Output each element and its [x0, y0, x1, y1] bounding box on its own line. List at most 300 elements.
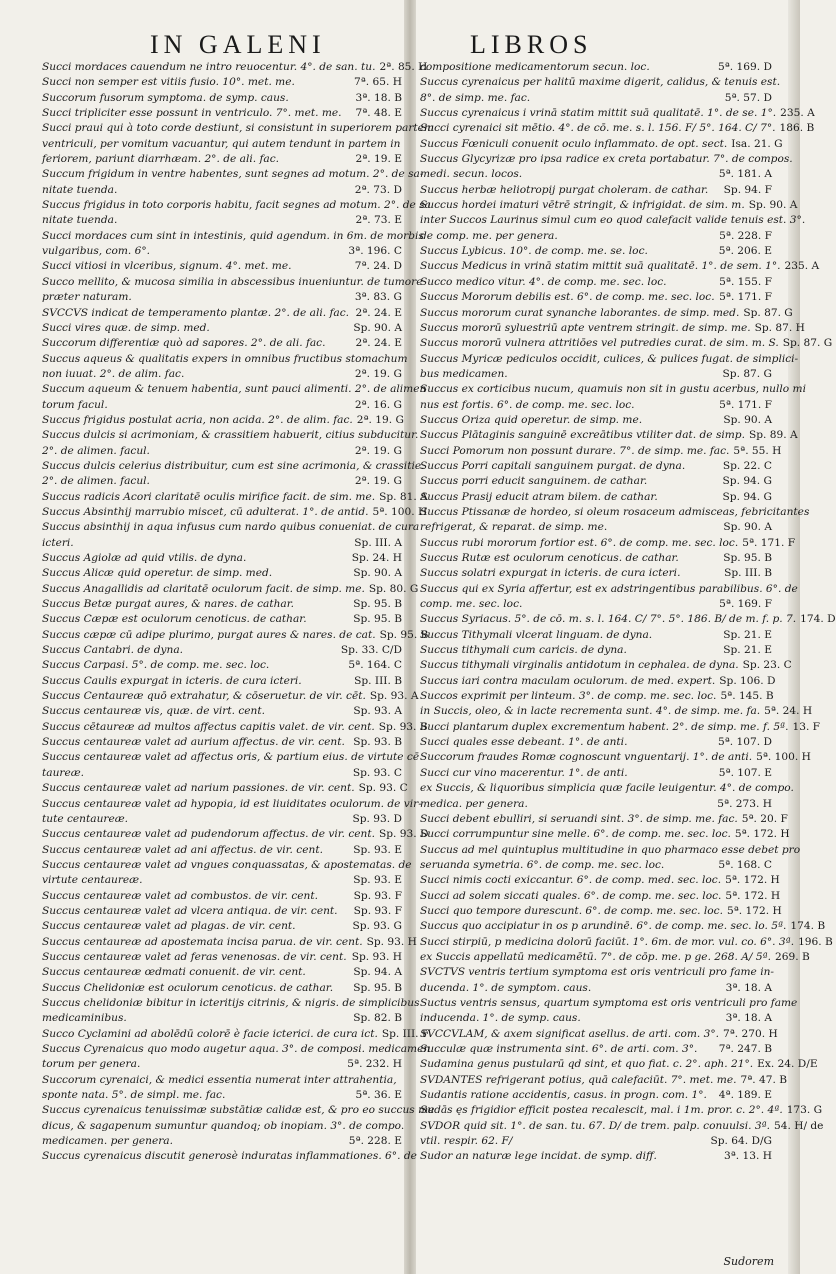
entry-text: Succi non semper est vitiis fusio. 10°. met. me. — [42, 76, 295, 89]
entry-reference — [400, 137, 404, 152]
entry-reference: 5ª. 100. H — [756, 751, 811, 764]
entry-text: nitate tuenda. — [42, 183, 118, 196]
entry-text: Succus Oriza quid operetur. de simp. me. — [420, 413, 643, 426]
entry-text: SVCCVLAM, & axem significat asellus. de arti. com. 3°. — [420, 1027, 720, 1040]
index-entry — [420, 551, 772, 566]
entry-text: nitate tuenda. — [42, 214, 118, 227]
index-entry — [42, 167, 424, 182]
entry-reference — [404, 1119, 408, 1134]
index-entry — [420, 1088, 772, 1103]
index-entry — [42, 198, 431, 213]
entry-reference: 186. B — [779, 122, 815, 135]
index-entry — [420, 336, 833, 351]
entry-text: Succi cyrenaici sit mētio. 4°. de cō. me. s. l. 156. F/ 5°. 164. C/ 7°. — [420, 122, 776, 135]
entry-text: Succus Porri capitali sanguinem purgat. de dyna. — [420, 459, 686, 472]
entry-reference: Sp. 22. C — [722, 459, 772, 472]
index-entry — [420, 428, 798, 443]
entry-text: Succus Lybicus. 10°. de comp. me. se. loc. — [420, 245, 648, 258]
entry-reference: 173. G — [786, 1104, 823, 1117]
index-entry — [42, 996, 420, 1011]
index-entry — [420, 797, 772, 812]
index-entry — [42, 873, 402, 888]
entry-text: ventriculi, per vomitum vacuantur, qui autem tendunt in partem in — [42, 137, 401, 150]
entry-reference: Sp. 87. G — [722, 367, 772, 380]
entry-reference: 2ª. 85. H — [379, 61, 428, 73]
right-index-column — [420, 60, 836, 1165]
index-entry — [420, 306, 793, 321]
index-entry — [420, 1103, 823, 1118]
entry-reference: 5ª. 55. H — [733, 444, 782, 457]
entry-reference: Sp. 93. A — [369, 690, 419, 703]
index-entry — [420, 290, 772, 305]
index-entry — [42, 183, 402, 198]
entry-text: Succus Cantabri. de dyna. — [42, 644, 184, 657]
index-entry — [420, 198, 798, 213]
entry-text: bus medicamen. — [420, 367, 508, 380]
entry-reference: Sp. 81. A — [379, 490, 428, 503]
entry-text: Succus Cyrenaicus quo modo augetur aqua. 3°. de composi. medicamen — [42, 1043, 431, 1055]
entry-reference: Sp. 89. A — [748, 429, 798, 442]
entry-reference — [800, 843, 804, 858]
entry-text: Succus solatri expurgat in icteris. de cura icteri. — [420, 567, 681, 580]
entry-text: Succus absinthij in aqua infusus cum nardo quibus conueniat. de cura — [42, 521, 420, 534]
entry-reference: Sp. 94. F — [723, 183, 772, 196]
entry-text: SVDOR quid sit. 1°. de san. tu. 67. D/ de trem. palp. conuulsi. 3ª. — [420, 1119, 771, 1132]
entry-text: Succus centaureæ valet ad ani affectus. de vir. cent. — [42, 843, 323, 856]
entry-text: de comp. me. per genera. — [420, 229, 558, 242]
entry-text: Succus ex corticibus nucum, quamuis non sit in gustu acerbus, nullo mi — [420, 383, 806, 396]
index-entry — [420, 919, 826, 934]
entry-text: Succus Plātaginis sanguinē excreātibus vtiliter dat. de simp. — [420, 429, 745, 442]
entry-reference: 2ª. 24. E — [355, 337, 402, 350]
index-entry — [42, 1042, 431, 1057]
index-entry — [42, 75, 402, 90]
index-entry — [420, 643, 772, 658]
entry-text: Succorum fusorum symptoma. de symp. caus. — [42, 91, 289, 104]
entry-reference: 3ª. 13. H — [724, 1150, 772, 1163]
entry-reference: 174. B — [790, 920, 826, 933]
entry-text: Succus cyrenaicus per halitū maxime digerit, calidus, & tenuis est. — [420, 76, 781, 89]
entry-text: Succi vires quæ. de simp. med. — [42, 321, 210, 334]
entry-text: Succus centaureæ valet ad pudendorum affectus. de vir. cent. — [42, 828, 375, 841]
entry-text: ducenda. 1°. de symptom. caus. — [420, 981, 592, 994]
index-entry — [42, 121, 434, 136]
entry-text: Succus Glycyrizæ pro ipsa radice ex creta portabatur. 7°. de compos. — [420, 153, 793, 166]
entry-text: sponte nata. 5°. de simpl. me. fac. — [42, 1089, 226, 1102]
index-entry — [420, 183, 772, 198]
entry-text: Succi vitiosi in vlceribus, signum. 4°. met. me. — [42, 260, 292, 273]
entry-text: Succus centaureæ valet ad vlcera antiqua. de vir. cent. — [42, 904, 338, 917]
index-entry — [420, 658, 792, 673]
entry-text: Succus Rutæ est oculorum cenoticus. de cathar. — [420, 552, 679, 564]
entry-reference: 5ª. 228. F — [719, 229, 772, 242]
entry-reference: 269. B — [775, 950, 810, 963]
entry-text: Succus Fœniculi conuenit oculo inflammato. de opt. sect. — [420, 137, 728, 150]
index-entry — [42, 858, 412, 873]
index-entry — [420, 1042, 772, 1057]
entry-reference: Sp. 87. G — [782, 337, 833, 350]
entry-text: Succorum cyrenaici, & medici essentia numerat inter attrahentia, — [42, 1073, 397, 1086]
index-entry — [420, 612, 836, 627]
index-entry — [420, 950, 810, 965]
index-entry — [420, 996, 798, 1011]
entry-reference — [798, 352, 802, 367]
index-entry — [420, 321, 805, 336]
entry-text: Succus hordei imaturi vētrē stringit, & infrigidat. de sim. m. — [420, 199, 745, 212]
entry-reference: Sp. 87. G — [743, 306, 793, 319]
index-entry — [420, 935, 833, 950]
index-entry — [42, 689, 419, 704]
entry-text: Succus mororū vulnera attritiōes vel putredies curat. de sim. m. S. — [420, 337, 779, 350]
entry-reference: 2ª. 19. E — [355, 153, 402, 166]
entry-text: Succus tithymali virginalis antidotum in cephalea. de dyna. — [420, 659, 739, 672]
entry-text: Succus Tithymali vlcerat linguam. de dyna. — [420, 628, 653, 641]
index-entry — [42, 474, 402, 489]
entry-text: Succum aqueum & tenuem habentia, sunt pauci alimenti. 2°. de alimen — [42, 383, 427, 396]
entry-reference: 3ª. 18. B — [355, 91, 402, 104]
index-entry — [420, 750, 811, 765]
entry-text: Succus herbæ heliotropij purgat choleram. de cathar. — [420, 183, 709, 196]
entry-text: compositione medicamentorum secun. loc. — [420, 61, 650, 73]
index-entry — [42, 152, 402, 167]
index-entry — [42, 60, 428, 75]
entry-reference: Sp. 93. C — [358, 782, 408, 795]
entry-text: feriorem, pariunt diarrhæam. 2°. de ali. fac. — [42, 153, 279, 166]
index-entry — [420, 474, 772, 489]
index-entry — [420, 352, 799, 367]
index-entry — [420, 505, 810, 520]
entry-text: Succus centaureæ vis, quæ. de virt. cent. — [42, 705, 265, 718]
entry-reference — [805, 213, 809, 228]
entry-text: Succi plantarum duplex excrementum habent. 2°. de simp. me. f. 5ª. — [420, 720, 789, 733]
index-entry — [420, 582, 798, 597]
index-entry — [42, 843, 402, 858]
entry-text: Succus Anagallidis ad claritatē oculorum facit. de simp. me. — [42, 582, 365, 595]
entry-reference: 5ª. 107. D — [718, 736, 772, 749]
entry-text: Succulæ quæ instrumenta sint. 6°. de arti. com. 3°. — [420, 1043, 698, 1055]
entry-reference: Sp. 21. E — [723, 628, 772, 641]
entry-reference: 5ª. 100. H — [372, 505, 428, 518]
entry-text: Succus centaureæ valet ad narium passiones. de vir. cent. — [42, 782, 355, 795]
entry-text: Succus radicis Acori claritatē oculis mirifice facit. de sim. me. — [42, 490, 376, 503]
entry-reference: 235. A — [784, 260, 820, 273]
entry-text: Succum frigidum in ventre habentes, sunt segnes ad motum. 2°. de sa- — [42, 168, 424, 181]
entry-reference: 3ª. 196. C — [348, 245, 402, 258]
entry-reference: Sp. 95. B — [379, 628, 429, 641]
entry-reference: 5ª. 171. F — [719, 398, 772, 411]
entry-reference: Sp. 90. A — [723, 413, 772, 426]
index-entry — [420, 904, 782, 919]
index-entry — [42, 1103, 435, 1118]
index-entry — [42, 290, 402, 305]
entry-reference: Sp. 93. E — [353, 874, 402, 887]
entry-text: ex Succis appellatū medicamētū. 7°. de cōp. me. p ge. 268. A/ 5ª. — [420, 950, 771, 963]
entry-text: Succus tithymali cum caricis. de dyna. — [420, 644, 627, 657]
entry-reference: 5ª. 24. H — [764, 705, 813, 718]
entry-reference: Sp. 94. A — [353, 966, 402, 979]
entry-reference: Sp. 93. H — [366, 935, 417, 948]
entry-reference: Sp. 82. B — [353, 1012, 402, 1025]
entry-reference: Sp. 93. A — [353, 705, 402, 718]
entry-text: virtute centaureæ. — [42, 874, 143, 887]
entry-reference: 2ª. 24. E — [355, 306, 402, 319]
index-entry — [420, 1134, 772, 1149]
entry-text: Succi debent ebulliri, si seruandi sint. 3°. de simp. me. fac. — [420, 812, 738, 825]
entry-reference: 5ª. 172. H — [725, 889, 781, 902]
entry-text: Succus centaureæ valet ad vngues conquassatas, & apostematas. de — [42, 858, 412, 871]
entry-reference: 7ª. 48. E — [355, 107, 402, 120]
entry-reference: 5ª. 172. H — [734, 828, 790, 841]
index-entry — [420, 520, 772, 535]
entry-text: in Succis, oleo, & in lacte recrementa sunt. 4°. de simp. me. fa. — [420, 705, 761, 718]
entry-reference: 3ª. 83. G — [354, 291, 402, 304]
index-entry — [420, 536, 796, 551]
entry-reference: 54. H/ de — [774, 1119, 824, 1132]
entry-reference: Sp. 93. E — [353, 843, 402, 856]
entry-text: Succo mellito, & mucosa similia in abscessibus inueniuntur. de tumore — [42, 275, 423, 288]
index-entry — [420, 490, 772, 505]
index-entry — [42, 137, 402, 152]
entry-reference: 5ª. 171. F — [742, 536, 796, 549]
entry-text: 2°. de alimen. facul. — [42, 444, 150, 457]
index-entry — [42, 812, 402, 827]
entry-text: Succus Chelidoniæ est oculorum cenoticus. de cathar. — [42, 981, 334, 994]
entry-reference: Sp. III. B — [724, 567, 772, 580]
index-entry — [420, 735, 772, 750]
entry-reference — [806, 382, 810, 397]
entry-reference: 5ª. 169. D — [718, 61, 772, 73]
index-entry — [42, 1027, 430, 1042]
entry-reference: 5ª. 36. E — [355, 1089, 402, 1102]
index-entry — [42, 720, 428, 735]
index-entry — [42, 827, 429, 842]
index-entry — [420, 720, 821, 735]
index-entry — [420, 413, 772, 428]
index-entry — [420, 275, 772, 290]
entry-reference: 5ª. 181. A — [718, 168, 772, 181]
index-entry — [42, 674, 402, 689]
index-entry — [42, 413, 402, 428]
entry-reference: 5ª. 169. F — [719, 598, 772, 611]
index-entry — [420, 106, 815, 121]
entry-text: Succus mororum curat synanche laborantes. de simp. med. — [420, 306, 740, 319]
entry-text: 8°. de simp. me. fac. — [420, 91, 531, 104]
entry-text: inducenda. 1°. de symp. caus. — [420, 1012, 581, 1025]
entry-reference — [809, 505, 813, 520]
index-entry — [420, 213, 806, 228]
entry-reference: 2ª. 73. D — [354, 183, 402, 196]
index-entry — [42, 106, 402, 121]
entry-reference: 5ª. 172. H — [726, 904, 782, 917]
index-entry — [42, 643, 402, 658]
entry-reference: 3ª. 18. A — [725, 1012, 772, 1025]
entry-reference: Sp. 95. B — [723, 552, 772, 564]
entry-text: Succi quo tempore durescunt. 6°. de comp. me. sec. loc. — [420, 904, 723, 917]
entry-text: Succi Pomorum non possunt durare. 7°. de simp. me. fac. — [420, 444, 730, 457]
entry-text: Succus qui ex Syria affertur, est ex adstringentibus parabilibus. 6°. de — [420, 582, 798, 595]
entry-text: Succus chelidoniæ bibitur in icteritijs citrinis, & nigris. de simplicibus — [42, 996, 420, 1009]
entry-reference: 2ª. 16. G — [354, 398, 402, 411]
index-entry — [42, 551, 402, 566]
entry-reference: 5ª. 232. H — [347, 1058, 402, 1071]
entry-reference: Sp. 64. D/G — [710, 1135, 772, 1148]
index-entry — [420, 1119, 824, 1134]
entry-text: Succi nimis cocti exiccantur. 6°. de comp. med. sec. loc. — [420, 874, 722, 887]
index-entry — [42, 1011, 402, 1026]
index-entry — [42, 505, 428, 520]
index-entry — [420, 167, 772, 182]
entry-text: 2°. de alimen. facul. — [42, 475, 150, 488]
entry-text: Succi corrumpuntur sine melle. 6°. de comp. me. sec. loc. — [420, 828, 731, 841]
entry-text: Succus Medicus in vrinā statim mittit suā qualitatē. 1°. de sem. 1°. — [420, 260, 781, 273]
entry-reference: Sp. 23. C — [742, 659, 792, 672]
entry-reference — [774, 965, 778, 980]
index-entry — [420, 674, 776, 689]
entry-text: Succus cyrenaicus tenuissimæ substātiæ calidæ est, & pro eo succus me — [42, 1104, 435, 1117]
index-entry — [42, 950, 402, 965]
entry-text: Succorum differentiæ quò ad sapores. 2°. de ali. fac. — [42, 337, 326, 350]
entry-reference — [798, 582, 802, 597]
entry-text: Succus centaureæ valet ad affectus oris, & partium eius. de virtute cē — [42, 751, 420, 764]
entry-reference: 5ª. 273. H — [717, 797, 772, 810]
entry-text: Succus Alicæ quid operetur. de simp. med. — [42, 567, 273, 580]
entry-reference: 7ª. 47. B — [740, 1073, 787, 1086]
entry-text: Succus porri educit sanguinem. de cathar. — [420, 475, 648, 488]
index-entry — [42, 1119, 405, 1134]
entry-text: Succus cētaureæ ad multos affectus capitis valet. de vir. cent. — [42, 720, 375, 733]
entry-text: inter Succos Laurinus simul cum eo quod calefacit valide tenuis est. 3°. — [420, 214, 806, 227]
entry-reference: Sp. 93. H — [351, 950, 402, 963]
index-entry — [420, 444, 782, 459]
index-entry — [42, 1073, 402, 1088]
entry-text: medicamen. per genera. — [42, 1135, 173, 1148]
entry-reference: Sp. 33. C/D — [340, 644, 402, 657]
index-entry — [420, 628, 772, 643]
entry-reference: 7ª. 270. H — [723, 1027, 778, 1040]
entry-text: Sudor an naturæ lege incidat. de symp. diff. — [420, 1150, 657, 1163]
entry-reference: 5ª. 172. H — [725, 874, 780, 887]
index-entry — [420, 229, 772, 244]
entry-reference: Sp. 87. H — [754, 321, 805, 334]
entry-text: Succus cyrenaicus i vrinā statim mittit suā qualitatē. 1°. de se. 1°. — [420, 107, 777, 120]
entry-reference: 7ª. 65. H — [354, 76, 402, 89]
entry-text: Succorum fraudes Romæ cognoscunt vnguentarij. 1°. de anti. — [420, 751, 753, 764]
entry-reference: Sp. 93. C — [352, 766, 402, 779]
entry-reference: Sp. 93. F — [353, 889, 402, 902]
entry-text: seruanda symetria. 6°. de comp. me. sec. loc. — [420, 858, 665, 871]
index-entry — [420, 137, 783, 152]
entry-reference: 3ª. 18. A — [725, 981, 772, 994]
entry-text: Succus Mororum debilis est. 6°. de comp. me. sec. loc. — [420, 291, 715, 304]
entry-reference: Sp. 93. F — [353, 904, 402, 917]
entry-text: SVCCVS indicat de temperamento plantæ. 2°. de ali. fac. — [42, 306, 350, 319]
index-entry — [42, 91, 402, 106]
entry-reference — [408, 352, 412, 367]
index-entry — [42, 735, 402, 750]
entry-text: Succus Cæpæ est oculorum cenoticus. de cathar. — [42, 613, 307, 626]
entry-text: torum per genera. — [42, 1058, 141, 1071]
entry-reference: Sp. 95. B — [353, 981, 402, 994]
entry-reference: 7ª. 247. B — [718, 1043, 772, 1055]
index-entry — [42, 444, 402, 459]
index-entry — [420, 965, 772, 980]
entry-text: Succus centaureæ valet ad hypopia, id est liuiditates oculorum. de vir- — [42, 797, 422, 810]
index-entry — [42, 797, 422, 812]
index-entry — [420, 398, 772, 413]
entry-text: torum facul. — [42, 398, 108, 411]
index-entry — [42, 628, 429, 643]
entry-text: medicaminibus. — [42, 1012, 127, 1025]
entry-reference — [794, 781, 798, 796]
entry-text: Succus centaureæ valet ad plagas. de vir. cent. — [42, 920, 296, 933]
index-entry — [420, 459, 772, 474]
entry-text: Sudās ęs frigidior efficit postea recalescit, mal. i 1m. pror. c. 2°. 4ª. — [420, 1104, 783, 1117]
entry-reference: 5ª. 107. E — [718, 766, 772, 779]
index-entry — [42, 428, 419, 443]
entry-reference: 5ª. 145. B — [720, 690, 774, 703]
index-entry — [420, 382, 806, 397]
entry-reference: Sp. 90. A — [723, 521, 772, 534]
entry-text: Succus frigidus postulat acria, non acida. 2°. de alim. fac. — [42, 413, 353, 426]
entry-text: dicus, & sagapenum sumuntur quandoq; ob inopiam. 3°. de compo. — [42, 1119, 405, 1132]
index-entry — [42, 781, 408, 796]
index-entry — [42, 382, 427, 397]
entry-reference: Sp. 94. G — [722, 490, 772, 503]
entry-reference: Isa. 21. G — [731, 137, 783, 150]
entry-text: Suctus ventris sensus, quartum symptoma est oris ventriculi pro fame — [420, 996, 798, 1009]
entry-text: Succo medico vitur. 4°. de comp. me. sec. loc. — [420, 275, 667, 288]
index-entry — [420, 843, 801, 858]
index-entry — [42, 352, 408, 367]
entry-reference: 2ª. 19. G — [354, 444, 402, 457]
entry-text: Succus cyrenaicus discutit generosè induratas inflammationes. 6°. de — [42, 1150, 417, 1163]
index-entry — [420, 1057, 818, 1072]
entry-reference: Sp. 21. E — [723, 644, 772, 657]
entry-reference: 7ª. 24. D — [354, 260, 402, 273]
entry-text: Succus dulcis si acrimoniam, & crassitiem habuerit, citius subducitur. — [42, 429, 419, 442]
entry-reference: Sp. 93. B — [378, 720, 428, 733]
entry-text: vtil. respir. 62. F/ — [420, 1135, 513, 1148]
index-entry — [42, 259, 402, 274]
index-entry — [42, 1088, 402, 1103]
page-edge — [788, 0, 800, 1274]
index-entry — [42, 582, 419, 597]
entry-text: vulgaribus, com. 6°. — [42, 245, 151, 258]
entry-reference: Sp. III. B — [354, 674, 402, 687]
index-entry — [42, 766, 402, 781]
entry-text: SVCTVS ventris tertium symptoma est oris ventriculi pro fame in- — [420, 966, 774, 979]
catchword: Sudorem — [723, 1255, 774, 1268]
entry-reference — [793, 152, 797, 167]
running-header-left: IN GALENI — [150, 30, 326, 59]
entry-reference: 13. F — [792, 720, 821, 733]
index-entry — [420, 121, 815, 136]
entry-reference: 5ª. 155. F — [719, 275, 772, 288]
index-entry — [42, 1057, 402, 1072]
entry-text: Succus centaureæ ad apostemata incisa parua. de vir. cent. — [42, 935, 363, 948]
index-entry — [42, 367, 402, 382]
index-entry — [42, 306, 402, 321]
index-entry — [42, 398, 402, 413]
entry-text: Succus rubi mororum fortior est. 6°. de comp. me. sec. loc. — [420, 536, 739, 549]
index-entry — [42, 520, 420, 535]
entry-text: Succus ad mel quintuplus multitudine in quo pharmaco esse debet pro — [420, 843, 801, 856]
index-entry — [420, 367, 772, 382]
entry-text: Succi cur vino macerentur. 1°. de anti. — [420, 766, 628, 779]
index-entry — [42, 1149, 417, 1164]
index-entry — [42, 275, 423, 290]
entry-text: Succus Ptissanæ de hordeo, si oleum rosaceum admisceas, febricitantes — [420, 505, 810, 518]
